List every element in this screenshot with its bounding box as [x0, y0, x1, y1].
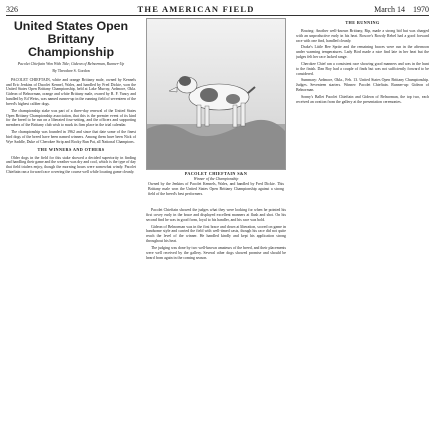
paragraph: PACOLET CHIEFTAIN, white and orange Brittany male, owned by Kennels and Eric Jenkins of Dacolet Kennel, Wales, and handled by Fred Dickie, won the United States Open Brittany Championship, held at Lake Murray, Ardmore, Okla. Gideon of Belnorman, orange and white Brittany male, owned by R. F. Yancy and handled by Ed Weiss, was named runner-up in the running field of seventeen of the breed's highest caliber dogs.: [6, 77, 136, 106]
issue-day: March 14: [374, 4, 405, 14]
paragraph: Summary: Ardmore, Okla., Feb. 13. United States Open Brittany Championship. Judges. Seventeen starters. Winner: Pacolet Chieftain. Runner-up: Gideon of Belnorman.: [296, 78, 429, 93]
publication-name: THE AMERICAN FIELD: [137, 4, 255, 14]
paragraph: The championship stake was part of a three-day renewal of the United States Open Brittany Championship association, that this is the premier event of its kind for the breed to be run on a liberated four-setting, and the officers and supporting members of the Brittany club wish to mark its firm place in the trial calendar.: [6, 108, 136, 128]
photo-caption-title: PACOLET CHIEFTAIN S&N: [184, 171, 248, 176]
paragraph: The judging was done by two well-known amateurs of the breed, and their placements were well received by the gallery. Several other dogs showed promise and should be heard from again in the coming season.: [146, 245, 286, 260]
header-rule: [6, 15, 429, 16]
paragraph: Cherokee Chief ran a consistent race showing good manners and was in the hunt to the finish. Dan Boy had a couple of finds but was not sufficiently forward to be considered.: [296, 61, 429, 76]
paragraph: The championship was founded in 1962 and since that date some of the finest bird dogs of the breed have been named winners. Among them have been Nick of Wye Saddle, Duke of Cherokee Strip and Rocky Run Pat, all National Champions.: [6, 130, 136, 144]
article-author: By Theodore S. Gordon: [52, 68, 90, 73]
page-header: [6, 3, 429, 15]
paragraph: Drake's Little Bee Sprite and the remaining braces were run in the afternoon under warming temperatures. Lady Bird made a nice find late in her heat but the judges felt her race lacked range.: [296, 45, 429, 60]
issue-date: [374, 5, 429, 14]
dog-photo: [146, 18, 286, 170]
photo-caption-body: Owned by the Jenkins of Pacolet Kennels, Wales, and handled by Fred Dickie. This Brittany male won the United States Open Brittany Championship against a strong field of the breed's best performers.: [148, 181, 284, 196]
paragraph: Older dogs in the field for this stake showed a decided superiority in finding and handling their game and the weather was dry and cool, which is the type of day that field trialers enjoy, though the morning hours were somewhat windy. Pacolet Chieftain ran a forward race covering the course well while locating game cleanly.: [6, 155, 136, 175]
paragraph: Gideon of Belnorman was in the first brace and down at liberation, scored on game in handsome style and carried the field with well-timed casts, though his race did not quite reach the level of the winner. He handled kindly and kept his application strong throughout his heat.: [146, 224, 286, 244]
column-middle: [146, 208, 286, 428]
photo-caption-text: [148, 177, 284, 196]
paragraph: Sonny's Ballet Pacolet Chieftain and Gideon of Belnorman, the top two, each received an ovation from the gallery at the presentation ceremonies.: [296, 94, 429, 104]
section-heading: THE WINNERS AND OTHERS: [37, 146, 105, 152]
article-byline: Pacolet Chieftain Won With Title; Gideon of Belnorman, Runner-Up: [17, 62, 125, 66]
paragraph: Pacolet Chieftain showed the judges what they were looking for when he pointed his first covey early in the brace and displayed excellent manners at flush and shot. On his second find he was in good form, loyal to his handler, and his race was bold.: [146, 208, 286, 222]
article-title: United States Open Brittany Championship: [13, 19, 129, 59]
photo-caption-sub: Winner of the Championship: [193, 177, 239, 181]
section-heading: THE RUNNING: [345, 20, 380, 25]
page-number: 326: [6, 4, 18, 14]
paragraph: Bracing: Another well-known Brittany, Rip, made a strong bid but was charged with an unproductive early in his heat. Roscoe's Rowdy Rebel had a good forward race with one find, handled cleanly.: [296, 28, 429, 43]
column-left: [6, 18, 136, 428]
column-right: [296, 18, 429, 428]
issue-year: 1970: [413, 4, 429, 14]
